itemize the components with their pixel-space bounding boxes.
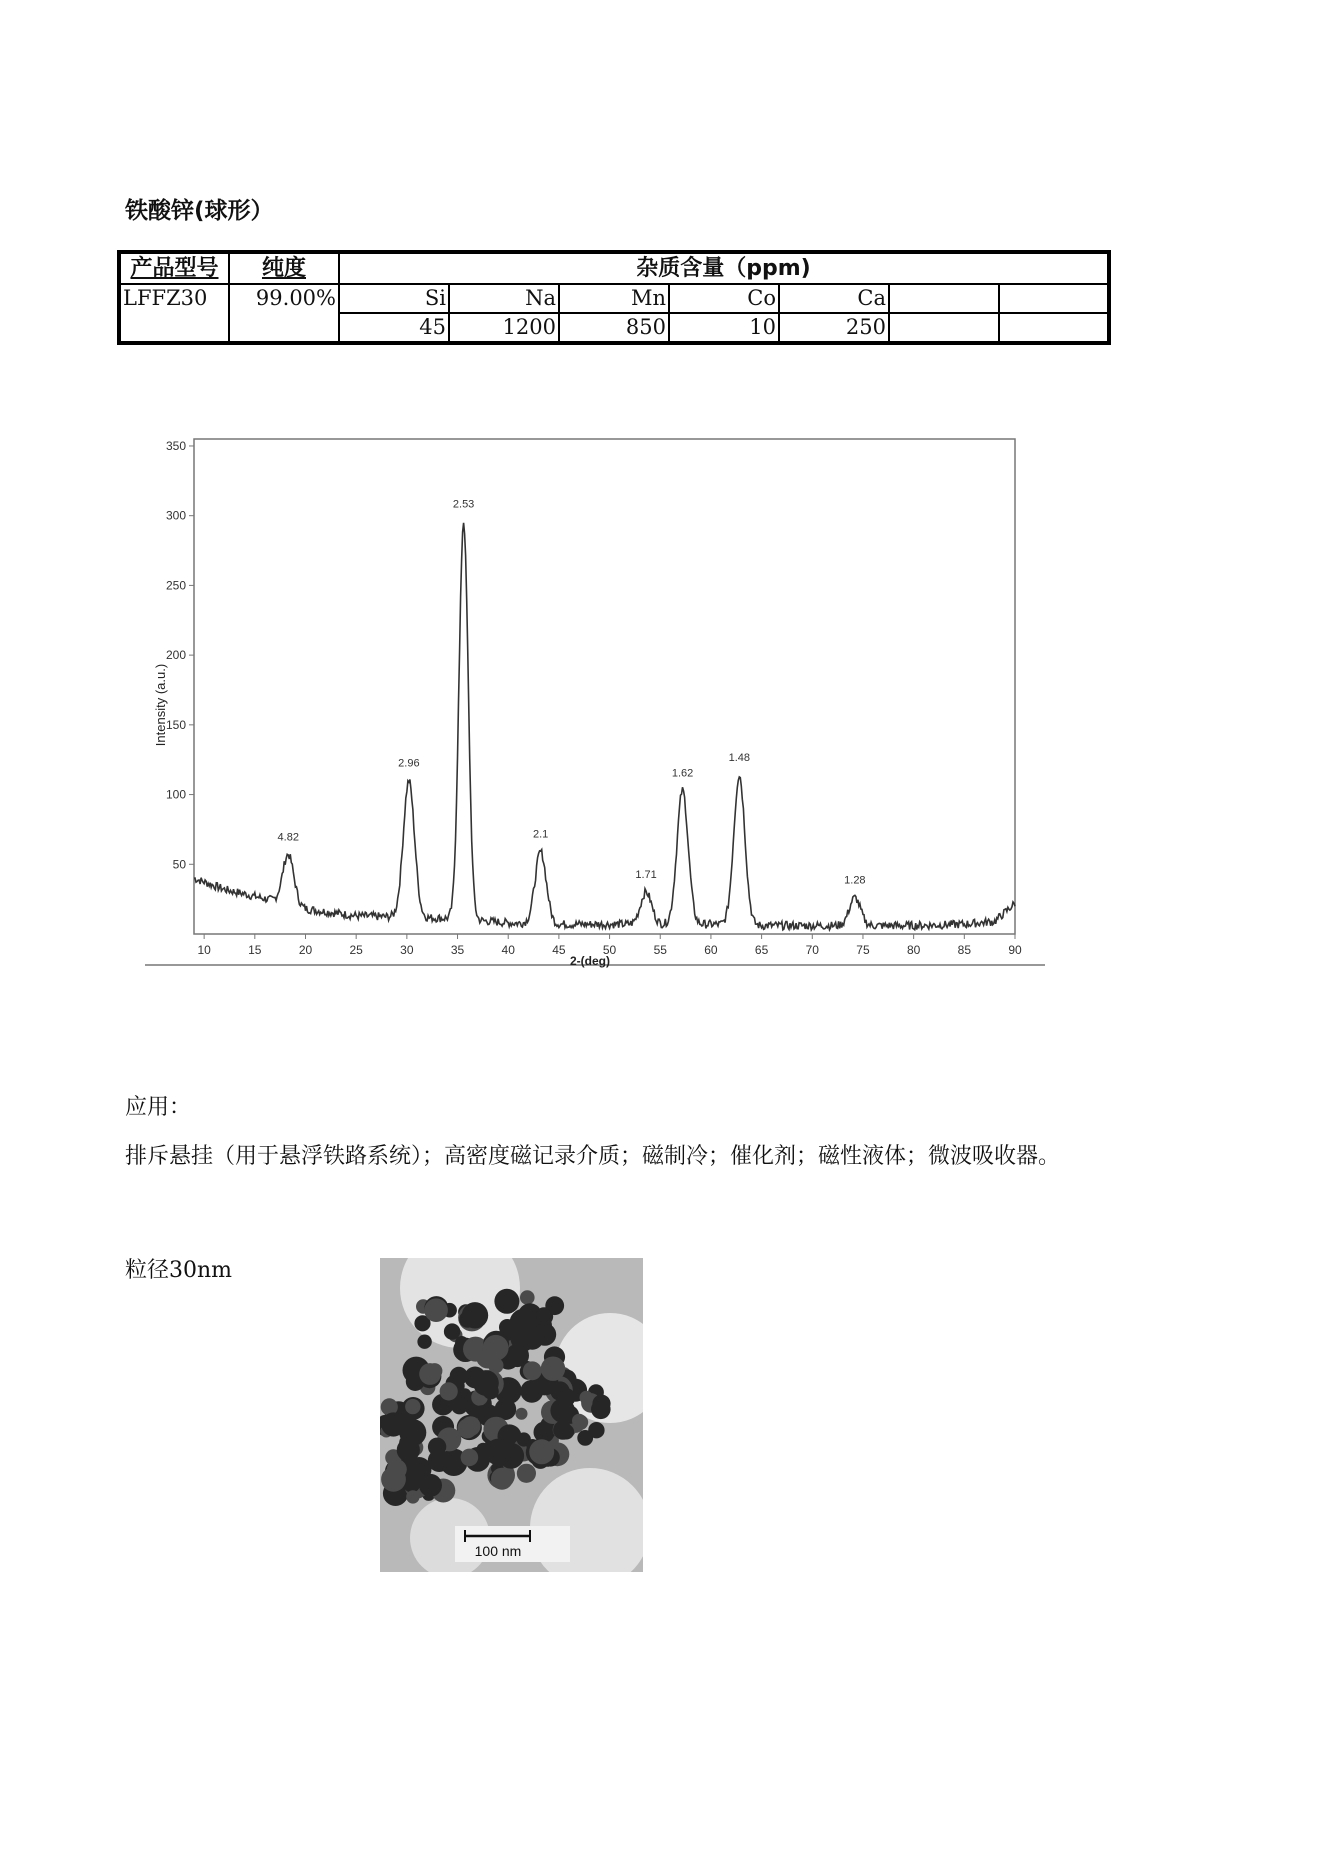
x-tick-label: 50 [602,943,617,957]
x-axis-label: 2-(deg) [570,954,610,968]
y-tick-label: 50 [172,857,186,872]
peak-label: 4.82 [277,831,299,844]
value-cell [999,313,1109,343]
peak-label: 1.28 [844,874,866,887]
value-cell: 850 [559,313,669,343]
peak-label: 1.71 [635,869,657,882]
header-impurity: 杂质含量（ppm) [339,252,1109,284]
y-axis-label: Intensity (a.u.) [153,663,168,747]
element-cell [889,284,999,313]
y-tick-label: 250 [165,578,186,593]
value-cell: 1200 [449,313,559,343]
x-tick-label: 45 [552,943,566,957]
x-tick-label: 85 [957,943,972,957]
y-tick-label: 200 [165,648,186,663]
y-tick-label: 150 [165,717,186,732]
plot-frame [194,439,1015,934]
y-tick-label: 350 [165,438,186,453]
value-cell: 250 [779,313,889,343]
x-tick-label: 15 [248,943,262,957]
x-tick-label: 75 [856,943,870,957]
scale-bar-label: 100 nm [474,1543,522,1559]
x-tick-label: 35 [450,943,465,957]
element-cell: Na [449,284,559,313]
x-tick-label: 80 [906,943,921,957]
y-tick-label: 100 [165,787,186,802]
x-tick-label: 10 [197,943,211,957]
x-tick-label: 30 [400,943,414,957]
spec-table [117,250,1111,345]
particle-size: 粒径30nm [125,1258,233,1283]
model-cell: LFFZ30 [119,284,229,343]
element-cell: Si [339,284,449,313]
tem-micrograph [380,1258,643,1572]
purity-cell: 99.00% [229,284,339,343]
x-tick-label: 55 [653,943,667,957]
peak-label: 1.62 [671,767,694,780]
xrd-chart [140,425,1055,970]
element-cell: Co [669,284,779,313]
element-cell: Ca [779,284,889,313]
peak-label: 2.96 [398,757,420,770]
x-tick-label: 25 [349,943,363,957]
x-tick-label: 65 [754,943,769,957]
value-cell [889,313,999,343]
x-tick-label: 20 [298,943,313,957]
value-cell: 10 [669,313,779,343]
x-tick-label: 70 [805,943,819,957]
element-cell [999,284,1109,313]
header-purity: 纯度 [229,252,339,284]
y-tick-label: 300 [165,508,186,523]
x-tick-label: 60 [704,943,718,957]
scale-bar [455,1526,570,1562]
peak-label: 2.1 [532,828,549,841]
peak-label: 1.48 [728,752,751,765]
application-text: 排斥悬挂（用于悬浮铁路系统）；高密度磁记录介质；磁制冷；催化剂；磁性液体；微波吸收器。 [125,1144,1061,1169]
x-tick-label: 90 [1008,943,1022,957]
peak-label: 2.53 [452,498,475,511]
header-model: 产品型号 [119,252,229,284]
x-tick-label: 40 [501,943,515,957]
value-cell: 45 [339,313,449,343]
application-heading: 应用： [125,1095,192,1120]
page-title: 铁酸锌(球形） [125,198,274,224]
xrd-trace [194,523,1015,930]
element-cell: Mn [559,284,669,313]
